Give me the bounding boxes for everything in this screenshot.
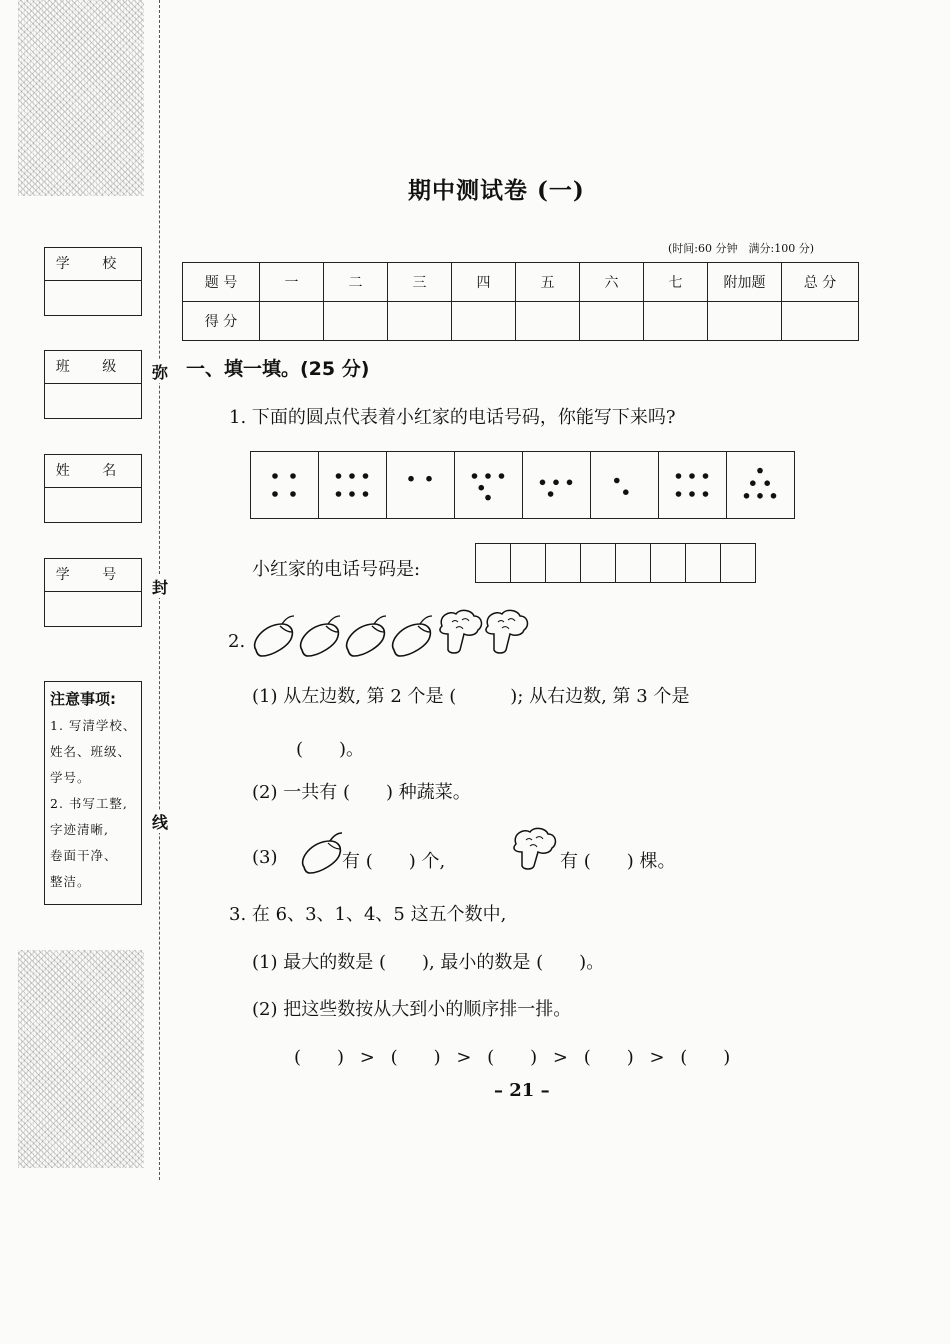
phone-answer-label: 小红家的电话号码是: bbox=[252, 559, 421, 580]
student-id-field bbox=[44, 558, 142, 627]
dot-card bbox=[523, 452, 591, 518]
dot bbox=[485, 473, 491, 479]
column-header: 六 bbox=[580, 263, 644, 302]
score-cell[interactable] bbox=[782, 302, 859, 341]
question-2-part-2: (2) 一共有 ( ) 种蔬菜。 bbox=[252, 782, 471, 803]
column-header: 一 bbox=[260, 263, 324, 302]
cut-mark-xian: 线 bbox=[152, 810, 168, 833]
score-cell[interactable] bbox=[388, 302, 452, 341]
question-2-part-3-label: (3) bbox=[252, 847, 278, 868]
score-cell[interactable] bbox=[260, 302, 324, 341]
notes-line: 2. 书写工整, bbox=[50, 796, 128, 811]
dot bbox=[676, 473, 682, 479]
score-cell[interactable] bbox=[708, 302, 782, 341]
question-3-part-2: (2) 把这些数按从大到小的顺序排一排。 bbox=[252, 999, 572, 1020]
score-table-header-row bbox=[183, 263, 859, 302]
score-cell[interactable] bbox=[580, 302, 644, 341]
question-1-text: 1. 下面的圆点代表着小红家的电话号码，你能写下来吗? bbox=[229, 407, 676, 428]
question-3-part-1: (1) 最大的数是 ( ), 最小的数是 ( )。 bbox=[252, 952, 605, 973]
page-number: – 21 – bbox=[494, 1080, 550, 1101]
broccoli-icon bbox=[440, 610, 481, 653]
eggplant-icon bbox=[301, 616, 340, 656]
phone-digit-box[interactable] bbox=[651, 544, 686, 582]
dot bbox=[744, 493, 750, 499]
dot bbox=[771, 493, 777, 499]
column-header: 三 bbox=[388, 263, 452, 302]
dot bbox=[764, 480, 770, 486]
class-input[interactable] bbox=[45, 384, 141, 418]
notes-line: 1. 写清学校、 bbox=[50, 718, 137, 733]
cut-mark-mi: 弥 bbox=[152, 360, 168, 383]
vegetables-row bbox=[250, 606, 550, 662]
question-3-part-3: ( ) > ( ) > ( ) > ( ) > ( ) bbox=[294, 1047, 731, 1068]
dot-card bbox=[455, 452, 523, 518]
score-cell[interactable] bbox=[516, 302, 580, 341]
eggplant-icon bbox=[255, 616, 294, 656]
dot bbox=[272, 491, 278, 497]
student-id-input[interactable] bbox=[45, 592, 141, 626]
dot-cards-row bbox=[250, 451, 795, 519]
school-input[interactable] bbox=[45, 281, 141, 315]
name-field bbox=[44, 454, 142, 523]
dot bbox=[363, 491, 369, 497]
dot-card bbox=[319, 452, 387, 518]
notes-line: 字迹清晰, bbox=[50, 822, 109, 837]
question-number-label: 题 号 bbox=[183, 263, 260, 302]
notes-title: 注意事项: bbox=[50, 690, 116, 708]
name-label: 姓 名 bbox=[45, 455, 141, 488]
dot-card bbox=[251, 452, 319, 518]
dot bbox=[272, 473, 278, 479]
question-2-part-1b: ( )。 bbox=[296, 739, 365, 760]
dot-card bbox=[591, 452, 659, 518]
column-header: 附加题 bbox=[708, 263, 782, 302]
question-2-number: 2. bbox=[228, 631, 246, 652]
score-table-score-row bbox=[183, 302, 859, 341]
dot bbox=[485, 495, 491, 501]
question-3-text: 3. 在 6、3、1、4、5 这五个数中, bbox=[229, 904, 507, 925]
score-label: 得 分 bbox=[183, 302, 260, 341]
school-label: 学 校 bbox=[45, 248, 141, 281]
cut-mark-feng: 封 bbox=[152, 575, 168, 598]
dot bbox=[336, 491, 342, 497]
dot bbox=[614, 478, 620, 484]
dot bbox=[757, 468, 763, 474]
dot bbox=[703, 473, 709, 479]
dot bbox=[336, 473, 342, 479]
broccoli-icon bbox=[486, 610, 527, 653]
phone-digit-box[interactable] bbox=[616, 544, 651, 582]
time-info: (时间:60 分钟 满分:100 分) bbox=[668, 242, 814, 255]
dot bbox=[349, 491, 355, 497]
dot bbox=[472, 473, 478, 479]
dot-card bbox=[387, 452, 455, 518]
section-title: 一、填一填。(25 分) bbox=[186, 358, 370, 380]
column-header: 五 bbox=[516, 263, 580, 302]
dot bbox=[567, 480, 573, 486]
name-input[interactable] bbox=[45, 488, 141, 522]
dot-card bbox=[659, 452, 727, 518]
dot bbox=[349, 473, 355, 479]
dot bbox=[548, 491, 554, 497]
dot bbox=[499, 473, 505, 479]
eggplant-icon bbox=[298, 831, 348, 875]
phone-digit-box[interactable] bbox=[546, 544, 581, 582]
school-field bbox=[44, 247, 142, 316]
score-cell[interactable] bbox=[324, 302, 388, 341]
dot bbox=[676, 491, 682, 497]
class-field bbox=[44, 350, 142, 419]
column-header: 总 分 bbox=[782, 263, 859, 302]
eggplant-icon bbox=[347, 616, 386, 656]
dot bbox=[757, 493, 763, 499]
dot bbox=[290, 491, 296, 497]
phone-digit-box[interactable] bbox=[581, 544, 616, 582]
question-2-part-3-eggplant: 有 ( ) 个, bbox=[342, 851, 446, 872]
class-label: 班 级 bbox=[45, 351, 141, 384]
phone-digit-box[interactable] bbox=[476, 544, 511, 582]
eggplant-icon bbox=[393, 616, 432, 656]
dot bbox=[703, 491, 709, 497]
column-header: 四 bbox=[452, 263, 516, 302]
dot bbox=[426, 476, 432, 482]
column-header: 二 bbox=[324, 263, 388, 302]
phone-digit-box[interactable] bbox=[686, 544, 721, 582]
question-2-part-3-broccoli: 有 ( ) 棵。 bbox=[560, 851, 676, 872]
dot bbox=[623, 489, 629, 495]
dot bbox=[363, 473, 369, 479]
phone-digit-box[interactable] bbox=[721, 544, 755, 582]
notes-box bbox=[44, 681, 142, 905]
notes-line: 整洁。 bbox=[50, 874, 91, 889]
notes-line: 卷面干净、 bbox=[50, 848, 118, 863]
dot bbox=[689, 473, 695, 479]
dot bbox=[540, 480, 546, 486]
dot bbox=[408, 476, 414, 482]
broccoli-icon bbox=[508, 826, 560, 872]
page-title: 期中测试卷 (一) bbox=[408, 177, 585, 204]
score-table bbox=[182, 262, 859, 341]
dot bbox=[290, 473, 296, 479]
phone-digit-box[interactable] bbox=[511, 544, 546, 582]
column-header: 七 bbox=[644, 263, 708, 302]
dot bbox=[689, 491, 695, 497]
score-cell[interactable] bbox=[452, 302, 516, 341]
dot bbox=[750, 480, 756, 486]
notes-line: 姓名、班级、 bbox=[50, 744, 132, 759]
student-id-label: 学 号 bbox=[45, 559, 141, 592]
dot-card bbox=[727, 452, 794, 518]
dot bbox=[478, 485, 484, 491]
notes-line: 学号。 bbox=[50, 770, 91, 785]
dot bbox=[553, 480, 559, 486]
question-2-part-1a: (1) 从左边数, 第 2 个是 ( ); 从右边数, 第 3 个是 bbox=[252, 686, 690, 707]
margin-texture-top bbox=[18, 0, 144, 196]
phone-answer-boxes bbox=[475, 543, 756, 583]
score-cell[interactable] bbox=[644, 302, 708, 341]
margin-texture-bottom bbox=[18, 950, 144, 1168]
